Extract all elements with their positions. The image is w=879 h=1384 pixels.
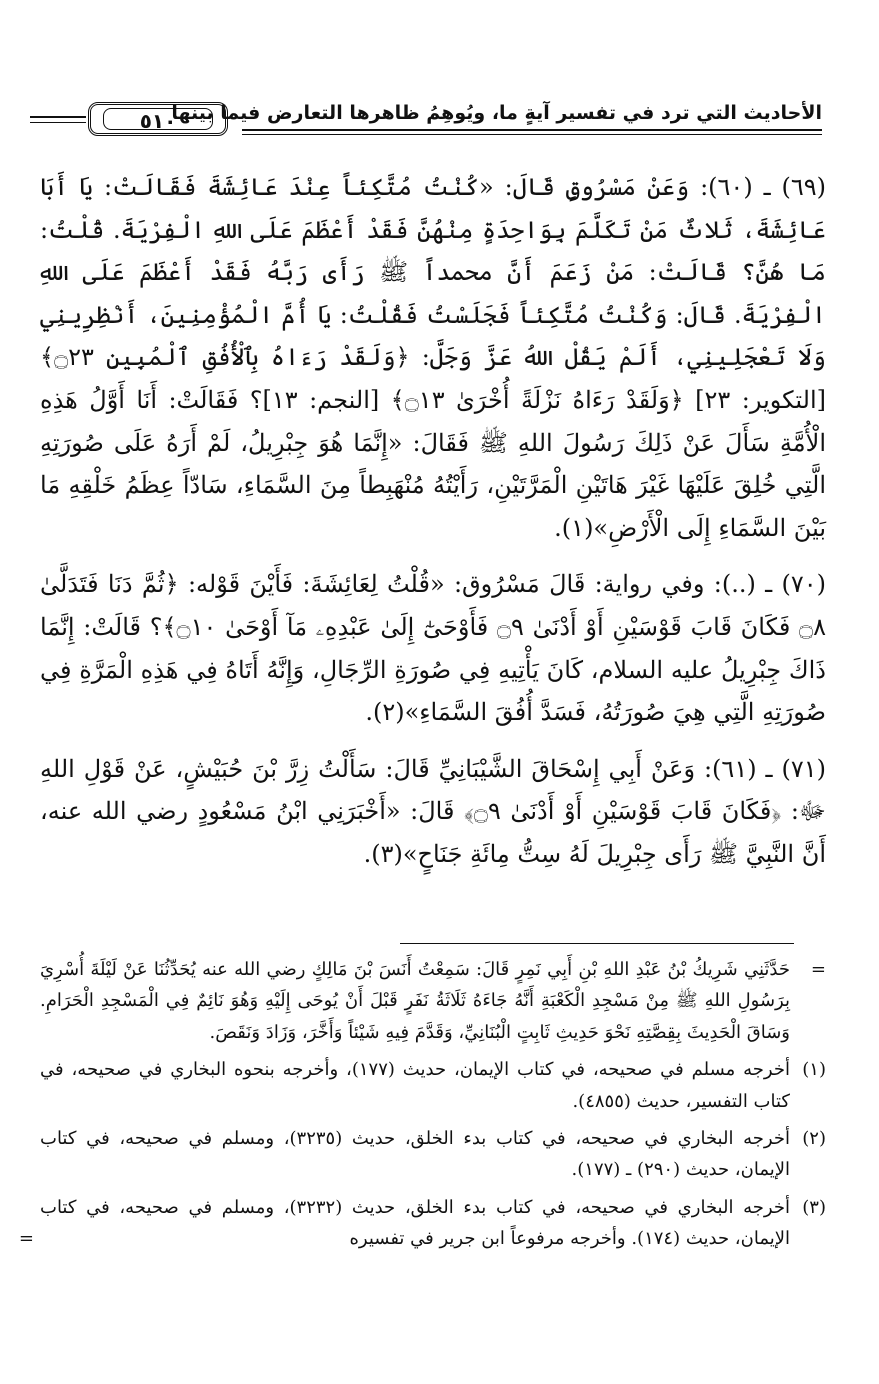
footnote-2-marker: (٢) [802,1128,826,1150]
footnote-2 [40,1123,826,1186]
footnote-3-marker: (٣) [802,1196,826,1218]
main-text [40,166,826,876]
page-number-frame [88,102,228,136]
running-header [30,98,822,142]
footnote-continuation [40,954,826,1048]
page-number: ٥١٠ [103,108,213,130]
footnote-continuation-text: حَدَّثَنِي شَرِيكُ بْنُ عَبْدِ اللهِ بْنِ أَبِي نَمِرٍ قَالَ: سَمِعْتُ أَنَسَ بْنَ مَالِكٍ رضي الله عنه يُحَدِّثُنَا عَنْ لَيْلَةَ أُسْرِيَ بِرَسُولِ اللهِ ﷺ مِنْ مَسْجِدِ الْكَعْبَةِ أَنَّهُ جَاءَهُ ثَلَاثَةُ نَفَرٍ قَبْلَ أَنْ يُوحَى إِلَيْهِ وَهُوَ نَائِمٌ فِي الْمَسْجِدِ الْحَرَامِ. وَسَاقَ الْحَدِيثَ بِقِصَّتِهِ نَحْوَ حَدِيثِ ثَابِتٍ الْبُنَانِيِّ، وَقَدَّمَ فِيهِ شَيْئاً وَأَخَّرَ، وَزَادَ وَنَقَصَ. [40,959,790,1043]
footnote-separator [400,943,794,944]
hadith-paragraph-69: (٦٩) ـ (٦٠): وَعَنْ مَسْرُوقٍ قَالَ: «كُنْتُ مُتَّكِئاً عِنْدَ عَائِشَةَ فَقَالَتْ: يَا أَبَا عَائِشَةَ، ثَلاثٌ مَنْ تَكَلَّمَ بِوَاحِدَةٍ مِنْهُنَّ فَقَدْ أَعْظَمَ عَلَى اللهِ الْفِرْيَةَ. قُلْتُ: مَا هُنَّ؟ قَالَتْ: مَنْ زَعَمَ أَنَّ محمداً ﷺ رَأَى رَبَّهُ فَقَدْ أَعْظَمَ عَلَى اللهِ الْفِرْيَةَ. قَالَ: وَكُنْتُ مُتَّكِئاً فَجَلَسْتُ فَقُلْتُ: يَا أُمَّ الْمُؤْمِنِينَ، أَنْظِرِينِي وَلَا تَعْجَلِينِي، أَلَمْ يَقُلْ اللهُ عَزَّ وَجَلَّ: ﴿وَلَقَدْ رَءَاهُ بِٱلْأُفُقِ ٱلْمُبِينِ ۝٢٣﴾ [التكوير: ٢٣] ﴿وَلَقَدْ رَءَاهُ نَزْلَةً أُخْرَىٰ ۝١٣﴾ [النجم: ١٣]؟ فَقَالَتْ: أَنَا أَوَّلُ هَذِهِ الْأُمَّةِ سَأَلَ عَنْ ذَلِكَ رَسُولَ اللهِ ﷺ فَقَالَ: «إِنَّمَا هُوَ جِبْرِيلُ، لَمْ أَرَهُ عَلَى صُورَتِهِ الَّتِي خُلِقَ عَلَيْهَا غَيْرَ هَاتَيْنِ الْمَرَّتَيْنِ، رَأَيْتُهُ مُنْهَبِطاً مِنَ السَّمَاءِ، سَادّاً عِظَمُ خَلْقِهِ مَا بَيْنَ السَّمَاءِ إِلَى الْأَرْضِ»(١). [40,173,827,542]
footnote-2-text: أخرجه البخاري في صحيحه، في كتاب بدء الخلق، حديث (٣٢٣٥)، ومسلم في صحيحه، في كتاب الإيمان، حديث (٢٩٠) ـ (١٧٧). [40,1128,790,1181]
continuation-marker: = [810,959,826,980]
header-left-rule [30,116,86,118]
footnote-1 [40,1054,826,1117]
footnote-3-text: أخرجه البخاري في صحيحه، في كتاب بدء الخلق، حديث (٣٢٣٢)، ومسلم في صحيحه، في كتاب الإيمان، حديث (١٧٤). وأخرجه مرفوعاً ابن جرير في تفسيره [40,1196,790,1250]
footnote-3 [18,1192,826,1255]
hadith-paragraph-70: (٧٠) ـ (..): وفي رواية: قَالَ مَسْرُوق: «قُلْتُ لِعَائِشَةَ: فَأَيْنَ قَوْله: ﴿ثُمَّ دَنَا فَتَدَلَّىٰ ۝٨ فَكَانَ قَابَ قَوْسَيْنِ أَوْ أَدْنَىٰ ۝٩ فَأَوْحَىٰٓ إِلَىٰ عَبْدِهِۦ مَآ أَوْحَىٰ ۝١٠﴾؟ قَالَتْ: إِنَّمَا ذَاكَ جِبْرِيلُ عليه السلام، كَانَ يَأْتِيهِ فِي صُورَةِ الرِّجَالِ، وَإِنَّهُ أَتَاهُ فِي هَذِهِ الْمَرَّةِ فِي صُورَتِهِ الَّتِي هِيَ صُورَتُهُ، فَسَدَّ أُفُقَ السَّمَاءِ»(٢). [40,570,826,727]
footnote-trailing-marker: = [18,1228,34,1250]
header-title: الأحاديث التي ترد في تفسير آيةٍ ما، ويُوهِمُ ظاهرها التعارض فيما بينها [171,102,822,124]
header-left-rule-thin [30,122,86,123]
footnotes [18,954,826,1255]
hadith-paragraph-71: (٧١) ـ (٦١): وَعَنْ أَبِي إِسْحَاقَ الشَّيْبَانِيِّ قَالَ: سَأَلْتُ زِرَّ بْنَ حُبَيْشٍ، عَنْ قَوْلِ اللهِ ﷻ: ﴿فَكَانَ قَابَ قَوْسَيْنِ أَوْ أَدْنَىٰ ۝٩﴾ قَالَ: «أَخْبَرَنِي ابْنُ مَسْعُودٍ رضي الله عنه، أَنَّ النَّبِيَّ ﷺ رَأَى جِبْرِيلَ لَهُ سِتُّ مِائَةِ جَنَاحٍ»(٣). [40,754,827,868]
footnote-1-marker: (١) [802,1059,826,1081]
header-rule-thin [242,134,822,135]
footnote-1-text: أخرجه مسلم في صحيحه، في كتاب الإيمان، حديث (١٧٧)، وأخرجه بنحوه البخاري في صحيحه، في كتاب التفسير، حديث (٤٨٥٥). [40,1059,790,1112]
header-rule [242,129,822,131]
